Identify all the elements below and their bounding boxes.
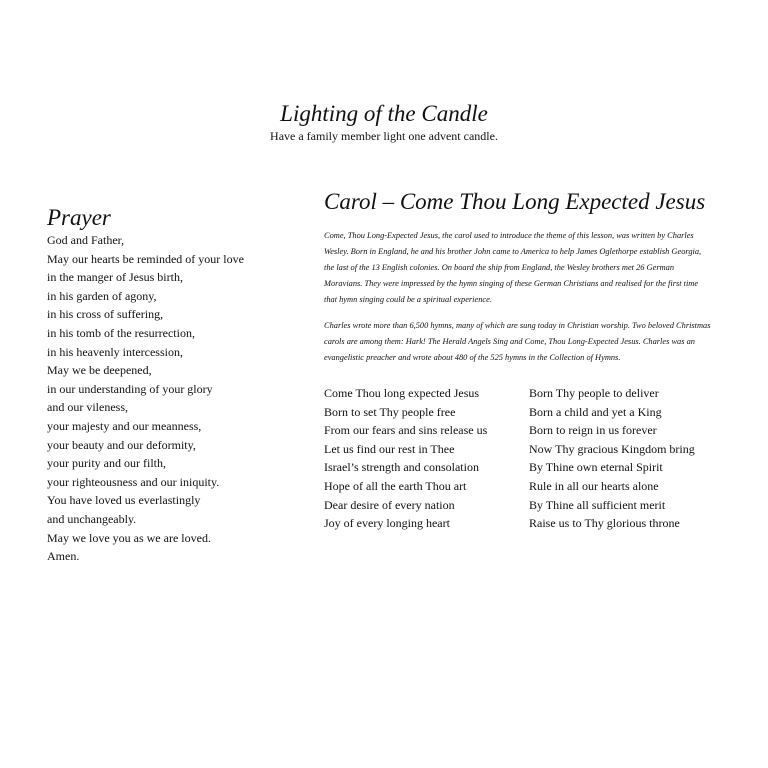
verse-line: Born to reign in us forever [529,423,657,438]
prayer-line: in our understanding of your glory [47,381,213,396]
lighting-header [0,100,768,143]
verse-line: Let us find our rest in Thee [324,441,455,456]
verse-column-right [529,384,719,533]
verse-line: Come Thou long expected Jesus [324,386,480,400]
prayer-line: and unchangeably. [47,511,137,526]
prayer-line: in the manger of Jesus birth, [47,270,183,285]
prayer-line: in his cross of suffering, [47,307,164,322]
prayer-line: in his garden of agony, [47,288,157,303]
verse-line: By Thine all sufficient merit [529,497,666,512]
verse-line: Joy of every longing heart [324,516,450,531]
prayer-line: in his tomb of the resurrection, [47,325,195,340]
prayer-line: Amen. [47,549,80,564]
verse-line: Dear desire of every nation [324,497,455,512]
prayer-line: and our vileness, [47,400,128,415]
verse-line: Now Thy gracious Kingdom bring [529,441,695,456]
carol-verses [324,384,724,533]
carol-intro-paragraph: Come, Thou Long-Expected Jesus, the carol used to introduce the theme of this lesson, was written by Charles Wesley. Born in England, he and his brother John came to America to help James Oglethorpe establish Georgia, the last of the 13 English colonies. On board the ship from England, the Wesley brothers met 26 German Moravians. They were impressed by the hymn singing of these German Christians and realised for the first time that hymn singing could be a spiritual experience. [324,231,702,304]
prayer-line: your purity and our filth, [47,456,166,471]
verse-line: From our fears and sins release us [324,423,488,438]
carol-history-paragraph: Charles wrote more than 6,500 hymns, many of which are sung today in Christian worship. Two beloved Christmas carols are among them: Hark! The Herald Angels Sing and Come, Thou Long-Expected Jesus. Charles was an evangelistic preacher and wrote about 480 of the 525 hymns in the Collection of Hymns. [324,321,711,362]
prayer-line: You have loved us everlastingly [47,493,201,508]
prayer-line: your righteousness and our iniquity. [47,474,220,489]
prayer-line: your beauty and our deformity, [47,437,196,452]
verse-line: Israel’s strength and consolation [324,460,479,475]
prayer-line: May our hearts be reminded of your love [47,251,244,266]
prayer-lines [47,231,307,566]
prayer-line: May we be deepened, [47,363,152,378]
verse-column-left [324,384,529,533]
prayer-line: May we love you as we are loved. [47,530,211,545]
carol-section [324,188,724,533]
carol-title: Carol – Come Thou Long Expected Jesus [324,189,706,214]
prayer-section [47,204,307,566]
verse-line: Raise us to Thy glorious throne [529,516,680,531]
prayer-line: God and Father, [47,233,125,247]
verse-line: Born a child and yet a King [529,404,662,419]
page-subtitle: Have a family member light one advent candle. [270,129,498,143]
page-title: Lighting of the Candle [280,101,488,126]
verse-line: Born to set Thy people free [324,404,456,419]
prayer-title: Prayer [47,205,111,230]
prayer-line: your majesty and our meanness, [47,418,202,433]
verse-line: Rule in all our hearts alone [529,478,659,493]
verse-line: Born Thy people to deliver [529,386,659,400]
prayer-line: in his heavenly intercession, [47,344,183,359]
verse-line: Hope of all the earth Thou art [324,478,467,493]
verse-line: By Thine own eternal Spirit [529,460,663,475]
